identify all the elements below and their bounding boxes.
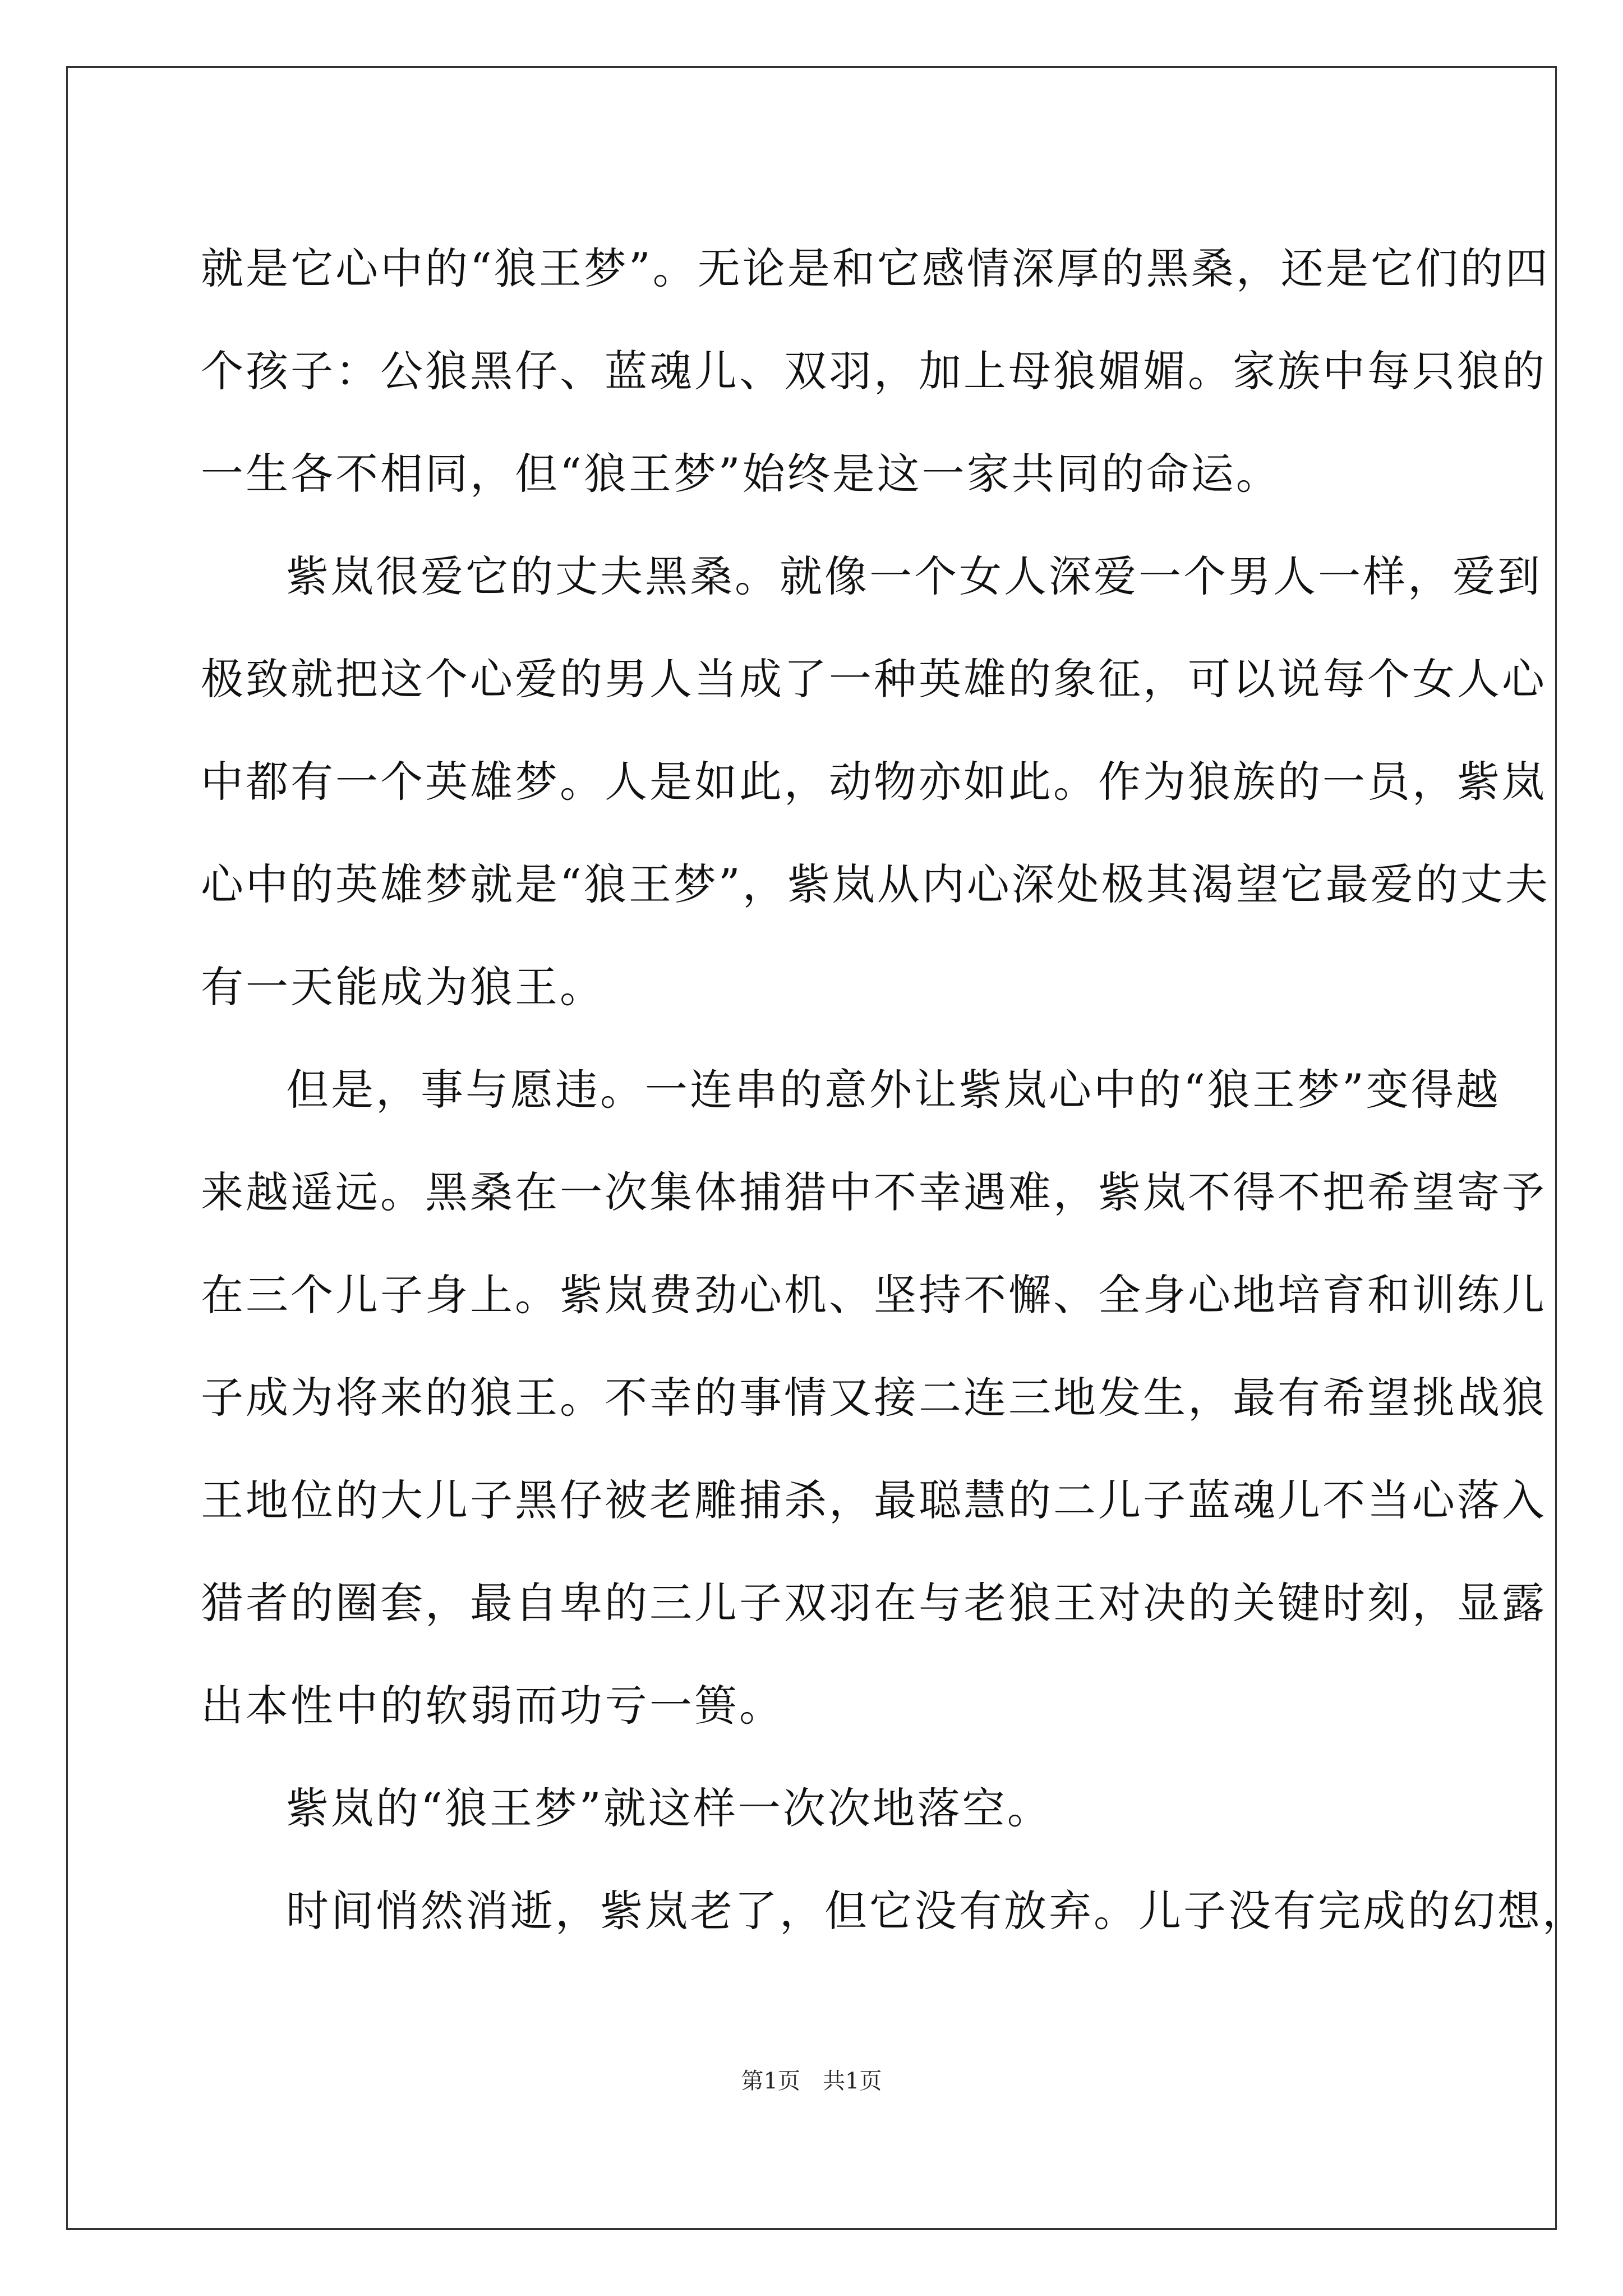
text-line: 个孩子：公狼黑仔、蓝魂儿、双羽，加上母狼媚媚。家族中每只狼的 [201, 346, 1547, 396]
text-line: 子成为将来的狼王。不幸的事情又接二连三地发生，最有希望挑战狼 [201, 1373, 1547, 1423]
text-line: 在三个儿子身上。紫岚费劲心机、坚持不懈、全身心地培育和训练儿 [201, 1270, 1547, 1320]
page-number: 第1页 [741, 2068, 800, 2094]
paragraph-first-line: 时间悄然消逝，紫岚老了，但它没有放弃。儿子没有完成的幻想， [286, 1886, 1587, 1936]
text-line: 来越遥远。黑桑在一次集体捕猎中不幸遇难，紫岚不得不把希望寄予 [201, 1167, 1547, 1217]
page-total: 共1页 [823, 2068, 882, 2094]
text-line: 中都有一个英雄梦。人是如此，动物亦如此。作为狼族的一员，紫岚 [201, 757, 1547, 807]
paragraph-first-line: 紫岚的“狼王梦”就这样一次次地落空。 [286, 1783, 1052, 1833]
text-line: 猎者的圈套，最自卑的三儿子双羽在与老狼王对决的关键时刻，显露 [201, 1578, 1547, 1628]
text-line: 心中的英雄梦就是“狼王梦”，紫岚从内心深处极其渴望它最爱的丈夫 [201, 859, 1550, 909]
text-line: 极致就把这个心爱的男人当成了一种英雄的象征，可以说每个女人心 [201, 654, 1547, 704]
text-line: 一生各不相同，但“狼王梦”始终是这一家共同的命运。 [201, 449, 1281, 499]
paragraph-first-line: 但是，事与愿违。一连串的意外让紫岚心中的“狼王梦”变得越 [286, 1065, 1501, 1115]
text-line: 出本性中的软弱而功亏一篑。 [201, 1681, 784, 1731]
text-line: 王地位的大儿子黑仔被老雕捕杀，最聪慧的二儿子蓝魂儿不当心落入 [201, 1475, 1547, 1525]
page-footer [0, 2064, 1623, 2098]
text-line: 有一天能成为狼王。 [201, 962, 605, 1012]
paragraph-first-line: 紫岚很爱它的丈夫黑桑。就像一个女人深爱一个男人一样，爱到 [286, 551, 1542, 601]
text-line: 就是它心中的“狼王梦”。无论是和它感情深厚的黑桑，还是它们的四 [201, 243, 1550, 293]
document-body [201, 217, 1587, 1962]
